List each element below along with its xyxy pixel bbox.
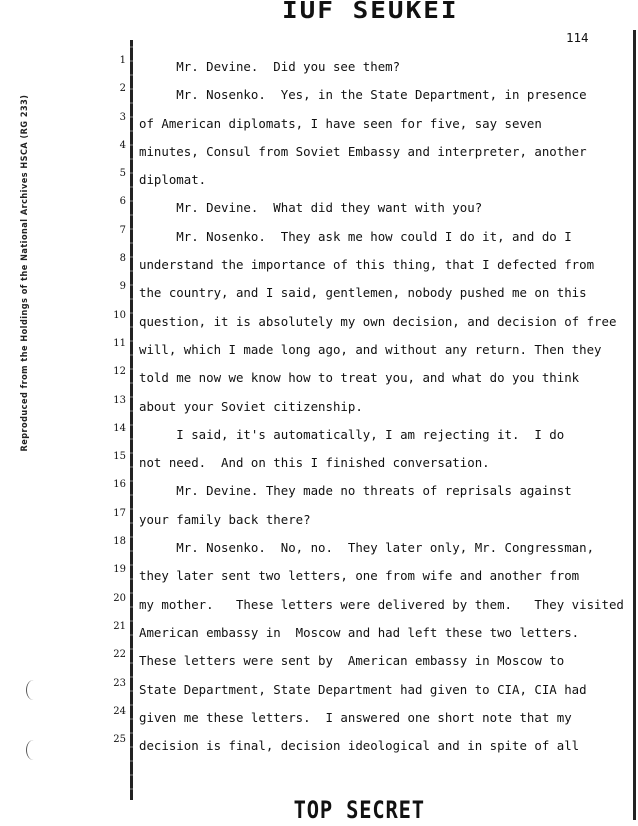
transcript-line: my mother. These letters were delivered by them. They visited: [139, 596, 624, 612]
transcript-line: about your Soviet citizenship.: [139, 398, 363, 414]
right-margin-rule: [633, 30, 636, 820]
transcript-line: your family back there?: [139, 511, 311, 527]
line-number: 2: [119, 83, 126, 95]
transcript-line: minutes, Consul from Soviet Embassy and interpreter, another: [139, 143, 587, 159]
transcript-line: Mr. Devine. Did you see them?: [139, 59, 401, 74]
page-header: [0, 0, 638, 45]
line-number: 14: [113, 422, 126, 434]
line-number: 10: [113, 309, 126, 321]
transcript-line: the country, and I said, gentlemen, nobody pushed me on this: [139, 285, 587, 301]
transcript-line: told me now we know how to treat you, and what do you think: [139, 370, 580, 386]
line-number: 3: [119, 111, 126, 123]
line-number: 4: [119, 139, 126, 151]
transcript-line: of American diplomats, I have seen for five, say seven: [139, 115, 542, 131]
transcript-line: These letters were sent by American embassy in Moscow to: [139, 653, 565, 669]
transcript-line: State Department, State Department had given to CIA, CIA had: [139, 681, 587, 697]
line-number: 1: [119, 55, 126, 66]
transcript-line: they later sent two letters, one from wife and another from: [139, 568, 580, 584]
transcript-line: understand the importance of this thing, that I defected from: [139, 257, 595, 273]
line-number-column: [108, 54, 126, 761]
punch-hole-top: [26, 680, 41, 700]
classification-marking-top: IUF SEUKEI: [282, 0, 459, 25]
line-number: 13: [113, 394, 126, 406]
transcript-line: given me these letters. I answered one short note that my: [139, 709, 572, 725]
line-number: 5: [119, 168, 126, 180]
transcript-line: Mr. Nosenko. They ask me how could I do it, and do I: [139, 228, 572, 244]
line-number: 24: [113, 705, 126, 717]
line-number: 20: [113, 592, 126, 604]
line-number: 23: [113, 677, 126, 689]
transcript-body: [139, 59, 629, 766]
transcript-line: Mr. Devine. What did they want with you?: [139, 200, 483, 216]
transcript-line: I said, it's automatically, I am rejecting it. I do: [139, 426, 565, 442]
line-number: 9: [119, 281, 126, 293]
transcript-line: Mr. Devine. They made no threats of reprisals against: [139, 483, 572, 499]
transcript-line: not need. And on this I finished conversation.: [139, 455, 490, 471]
line-number: 21: [113, 620, 126, 632]
line-number: 17: [113, 507, 126, 519]
classification-marking-bottom: TOP SECRET: [293, 796, 425, 824]
line-number: 19: [113, 564, 126, 576]
transcript-line: Mr. Nosenko. Yes, in the State Department, in presence: [139, 87, 587, 103]
archive-stamp: Reproduced from the Holdings of the National Archives HSCA (RG 233): [20, 94, 30, 452]
line-number: 11: [113, 337, 126, 349]
transcript-line: diplomat.: [139, 172, 207, 188]
line-number: 22: [113, 649, 126, 661]
line-number: 7: [119, 224, 126, 236]
line-number: 6: [119, 196, 126, 208]
line-number: 16: [113, 479, 126, 491]
left-margin-rule: [130, 40, 133, 800]
page-number: 114: [566, 30, 589, 45]
line-number: 25: [113, 734, 126, 746]
line-number: 18: [113, 536, 126, 548]
transcript-line: American embassy in Moscow and had left these two letters.: [139, 624, 580, 640]
transcript-line: decision is final, decision ideological and in spite of all: [139, 738, 580, 754]
punch-hole-bottom: [26, 740, 41, 760]
line-number: 8: [119, 253, 126, 265]
transcript-line: will, which I made long ago, and without any return. Then they: [139, 341, 602, 357]
transcript-line: question, it is absolutely my own decision, and decision of free: [139, 313, 617, 329]
transcript-line: Mr. Nosenko. No, no. They later only, Mr. Congressman,: [139, 540, 595, 556]
line-number: 12: [113, 366, 126, 378]
line-number: 15: [113, 451, 126, 463]
